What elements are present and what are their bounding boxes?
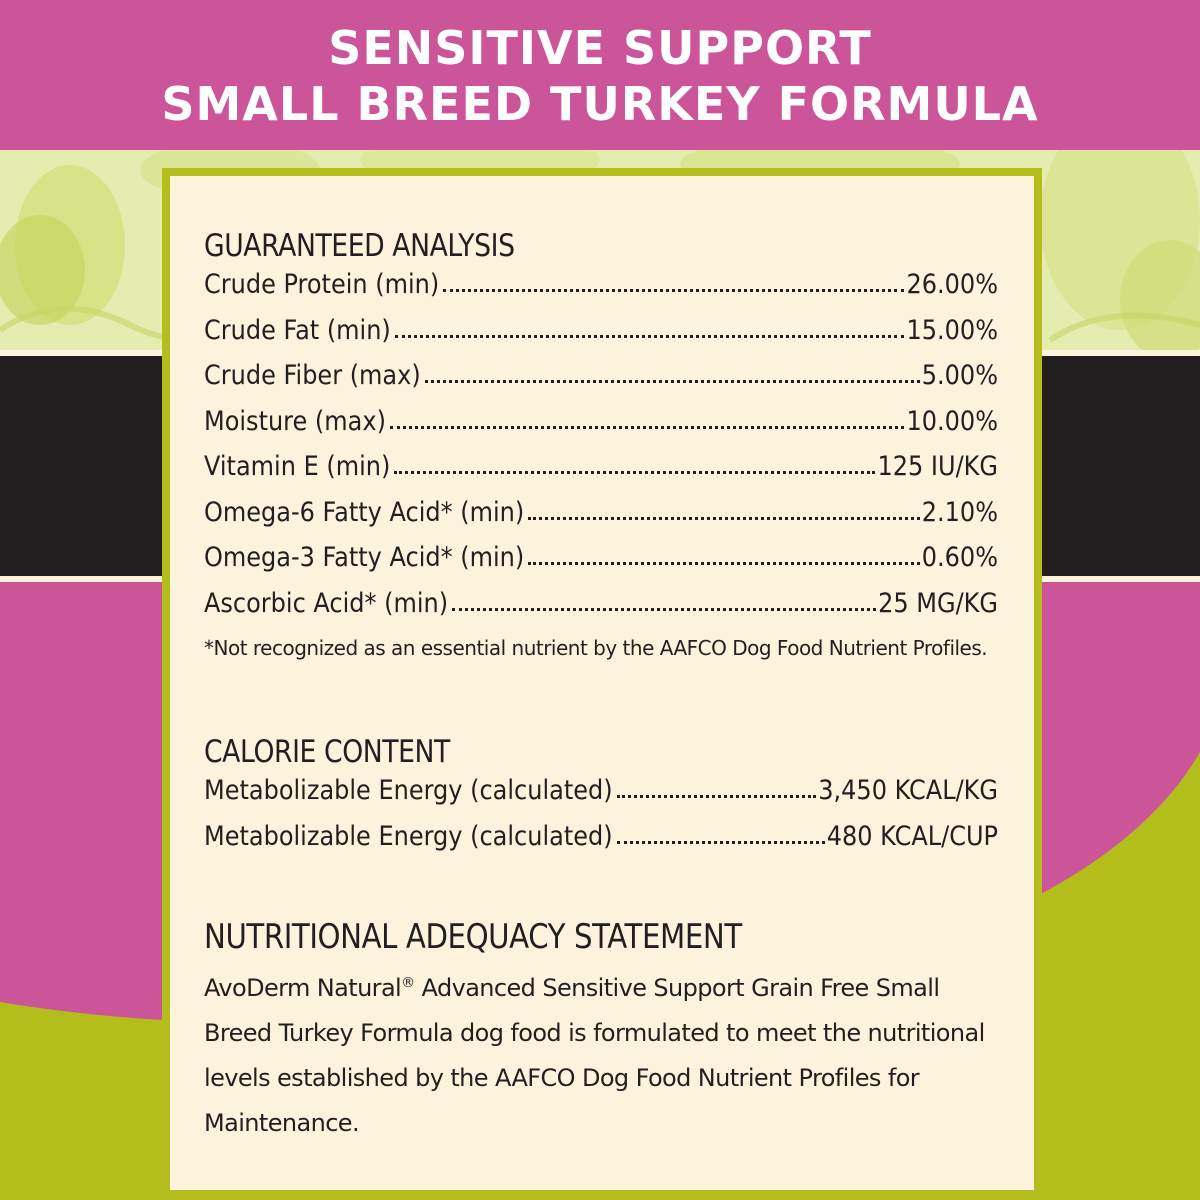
calorie-value: 480 KCAL/CUP — [826, 819, 998, 852]
analysis-label: Omega-3 Fatty Acid* (min) — [204, 541, 525, 573]
dot-leader — [452, 607, 876, 611]
dot-leader — [617, 840, 825, 844]
analysis-value: 26.00% — [906, 268, 998, 300]
analysis-row — [204, 586, 998, 635]
nutritional-adequacy-statement — [204, 961, 998, 1146]
nutrition-panel — [162, 168, 1042, 1198]
analysis-row — [204, 543, 998, 589]
spacer — [204, 660, 998, 732]
calorie-row — [204, 819, 998, 868]
analysis-row — [204, 361, 998, 407]
calorie-row — [204, 776, 998, 822]
guaranteed-analysis-table — [204, 270, 998, 634]
analysis-row — [204, 404, 998, 453]
analysis-value: 0.60% — [921, 541, 998, 573]
analysis-label: Omega-6 Fatty Acid* (min) — [204, 495, 525, 528]
analysis-footnote: *Not recognized as an essential nutrient by the AAFCO Dog Food Nutrient Profiles. — [204, 636, 988, 660]
spacer — [204, 867, 998, 917]
analysis-label: Ascorbic Acid* (min) — [204, 586, 449, 619]
calorie-content-title: CALORIE CONTENT — [204, 734, 450, 770]
analysis-label: Moisture (max) — [204, 404, 386, 437]
dot-leader — [528, 516, 920, 520]
analysis-row — [204, 495, 998, 544]
dot-leader — [443, 288, 904, 292]
brand-name: AvoDerm Natural — [204, 974, 402, 1002]
calorie-label: Metabolizable Energy (calculated) — [204, 774, 613, 806]
analysis-label: Crude Protein (min) — [204, 268, 440, 300]
calorie-value: 3,450 KCAL/KG — [818, 774, 998, 806]
analysis-label: Crude Fiber (max) — [204, 359, 421, 391]
nutritional-adequacy-title: NUTRITIONAL ADEQUACY STATEMENT — [204, 917, 742, 957]
guaranteed-analysis-title: GUARANTEED ANALYSIS — [204, 228, 515, 264]
analysis-label: Vitamin E (min) — [204, 450, 391, 482]
analysis-value: 125 IU/KG — [877, 450, 998, 482]
analysis-row — [204, 452, 998, 498]
analysis-row — [204, 313, 998, 362]
statement-text: Advanced Sensitive Support Grain Free Small Breed Turkey Formula dog food is formulated to meet the nutritional levels established by the AAFCO Dog Food Nutrient Profiles for Maintenance. — [204, 974, 985, 1137]
registered-mark: ® — [401, 975, 415, 991]
header-title-line2: SMALL BREED TURKEY FORMULA — [161, 77, 1039, 131]
analysis-row — [204, 270, 998, 316]
dot-leader — [395, 334, 905, 338]
analysis-label: Crude Fat (min) — [204, 313, 391, 346]
dot-leader — [617, 794, 817, 798]
dot-leader — [528, 561, 920, 565]
analysis-value: 15.00% — [906, 313, 998, 346]
dot-leader — [425, 379, 920, 383]
analysis-value: 10.00% — [906, 404, 998, 437]
analysis-value: 2.10% — [921, 495, 998, 528]
dot-leader — [390, 425, 905, 429]
analysis-value: 25 MG/KG — [878, 586, 998, 619]
nutrition-panel-content — [170, 176, 1034, 1190]
calorie-label: Metabolizable Energy (calculated) — [204, 819, 613, 852]
analysis-value: 5.00% — [921, 359, 998, 391]
header-banner — [0, 0, 1200, 150]
calorie-content-table — [204, 776, 998, 867]
header-title-line1: SENSITIVE SUPPORT — [328, 21, 872, 75]
dot-leader — [394, 470, 875, 474]
